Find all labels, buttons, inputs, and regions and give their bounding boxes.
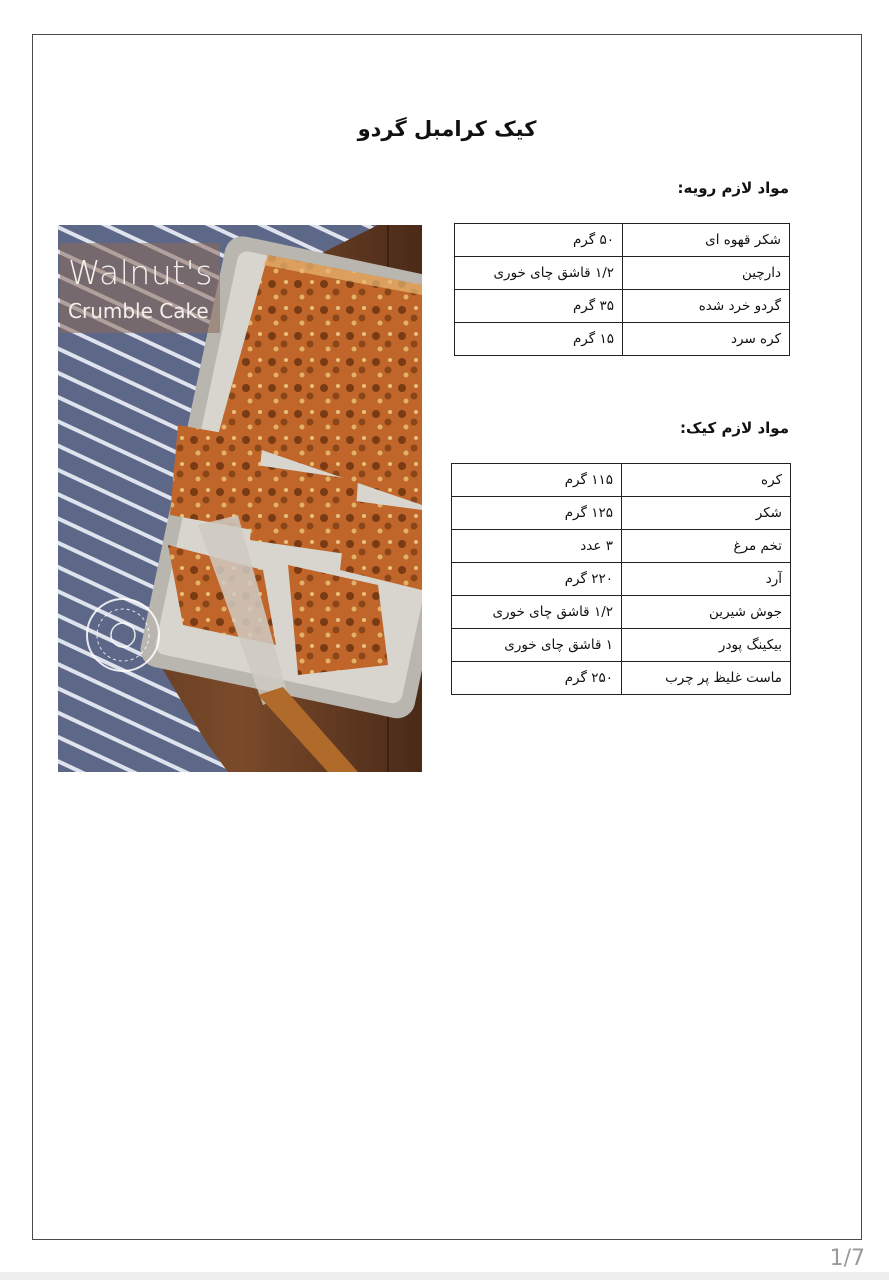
ingredient-amount: ۲۵۰ گرم (452, 662, 622, 695)
table-row (455, 290, 790, 323)
document-page (32, 34, 862, 1240)
ingredient-amount: ۱۲۵ گرم (452, 497, 622, 530)
photo-overlay-subtitle: Crumble Cake (68, 299, 209, 323)
ingredient-amount: ۳ عدد (452, 530, 622, 563)
viewer-bottom-strip (0, 1272, 889, 1280)
table-row (452, 530, 791, 563)
topping-section-label: مواد لازم رویه: (677, 179, 789, 197)
ingredient-amount: ۱۵ گرم (455, 323, 623, 356)
photo-overlay-title: Walnut's (68, 253, 213, 292)
table-row (452, 596, 791, 629)
ingredient-amount: ۱/۲ قاشق چای خوری (452, 596, 622, 629)
cake-section-label: مواد لازم کیک: (680, 419, 789, 437)
ingredient-name: کره سرد (623, 323, 790, 356)
table-row (455, 224, 790, 257)
ingredient-amount: ۳۵ گرم (455, 290, 623, 323)
table-row (452, 464, 791, 497)
table-row (455, 257, 790, 290)
ingredient-name: گردو خرد شده (623, 290, 790, 323)
ingredient-amount: ۵۰ گرم (455, 224, 623, 257)
ingredient-name: تخم مرغ (622, 530, 791, 563)
ingredient-name: جوش شیرین (622, 596, 791, 629)
ingredient-name: شکر قهوه ای (623, 224, 790, 257)
recipe-photo (58, 225, 422, 772)
ingredient-amount: ۱ قاشق چای خوری (452, 629, 622, 662)
table-row (452, 662, 791, 695)
ingredient-amount: ۱۱۵ گرم (452, 464, 622, 497)
table-row (452, 563, 791, 596)
ingredient-name: آرد (622, 563, 791, 596)
ingredient-name: بیکینگ پودر (622, 629, 791, 662)
ingredient-name: کره (622, 464, 791, 497)
topping-ingredients-table (454, 223, 790, 356)
table-row (455, 323, 790, 356)
ingredient-name: شکر (622, 497, 791, 530)
recipe-title: کیک کرامبل گردو (357, 117, 537, 141)
page-indicator: 1/7 (829, 1246, 865, 1271)
table-row (452, 629, 791, 662)
table-row (452, 497, 791, 530)
ingredient-name: دارچین (623, 257, 790, 290)
cake-ingredients-table (451, 463, 791, 695)
ingredient-amount: ۲۲۰ گرم (452, 563, 622, 596)
ingredient-name: ماست غلیظ پر چرب (622, 662, 791, 695)
ingredient-amount: ۱/۲ قاشق چای خوری (455, 257, 623, 290)
